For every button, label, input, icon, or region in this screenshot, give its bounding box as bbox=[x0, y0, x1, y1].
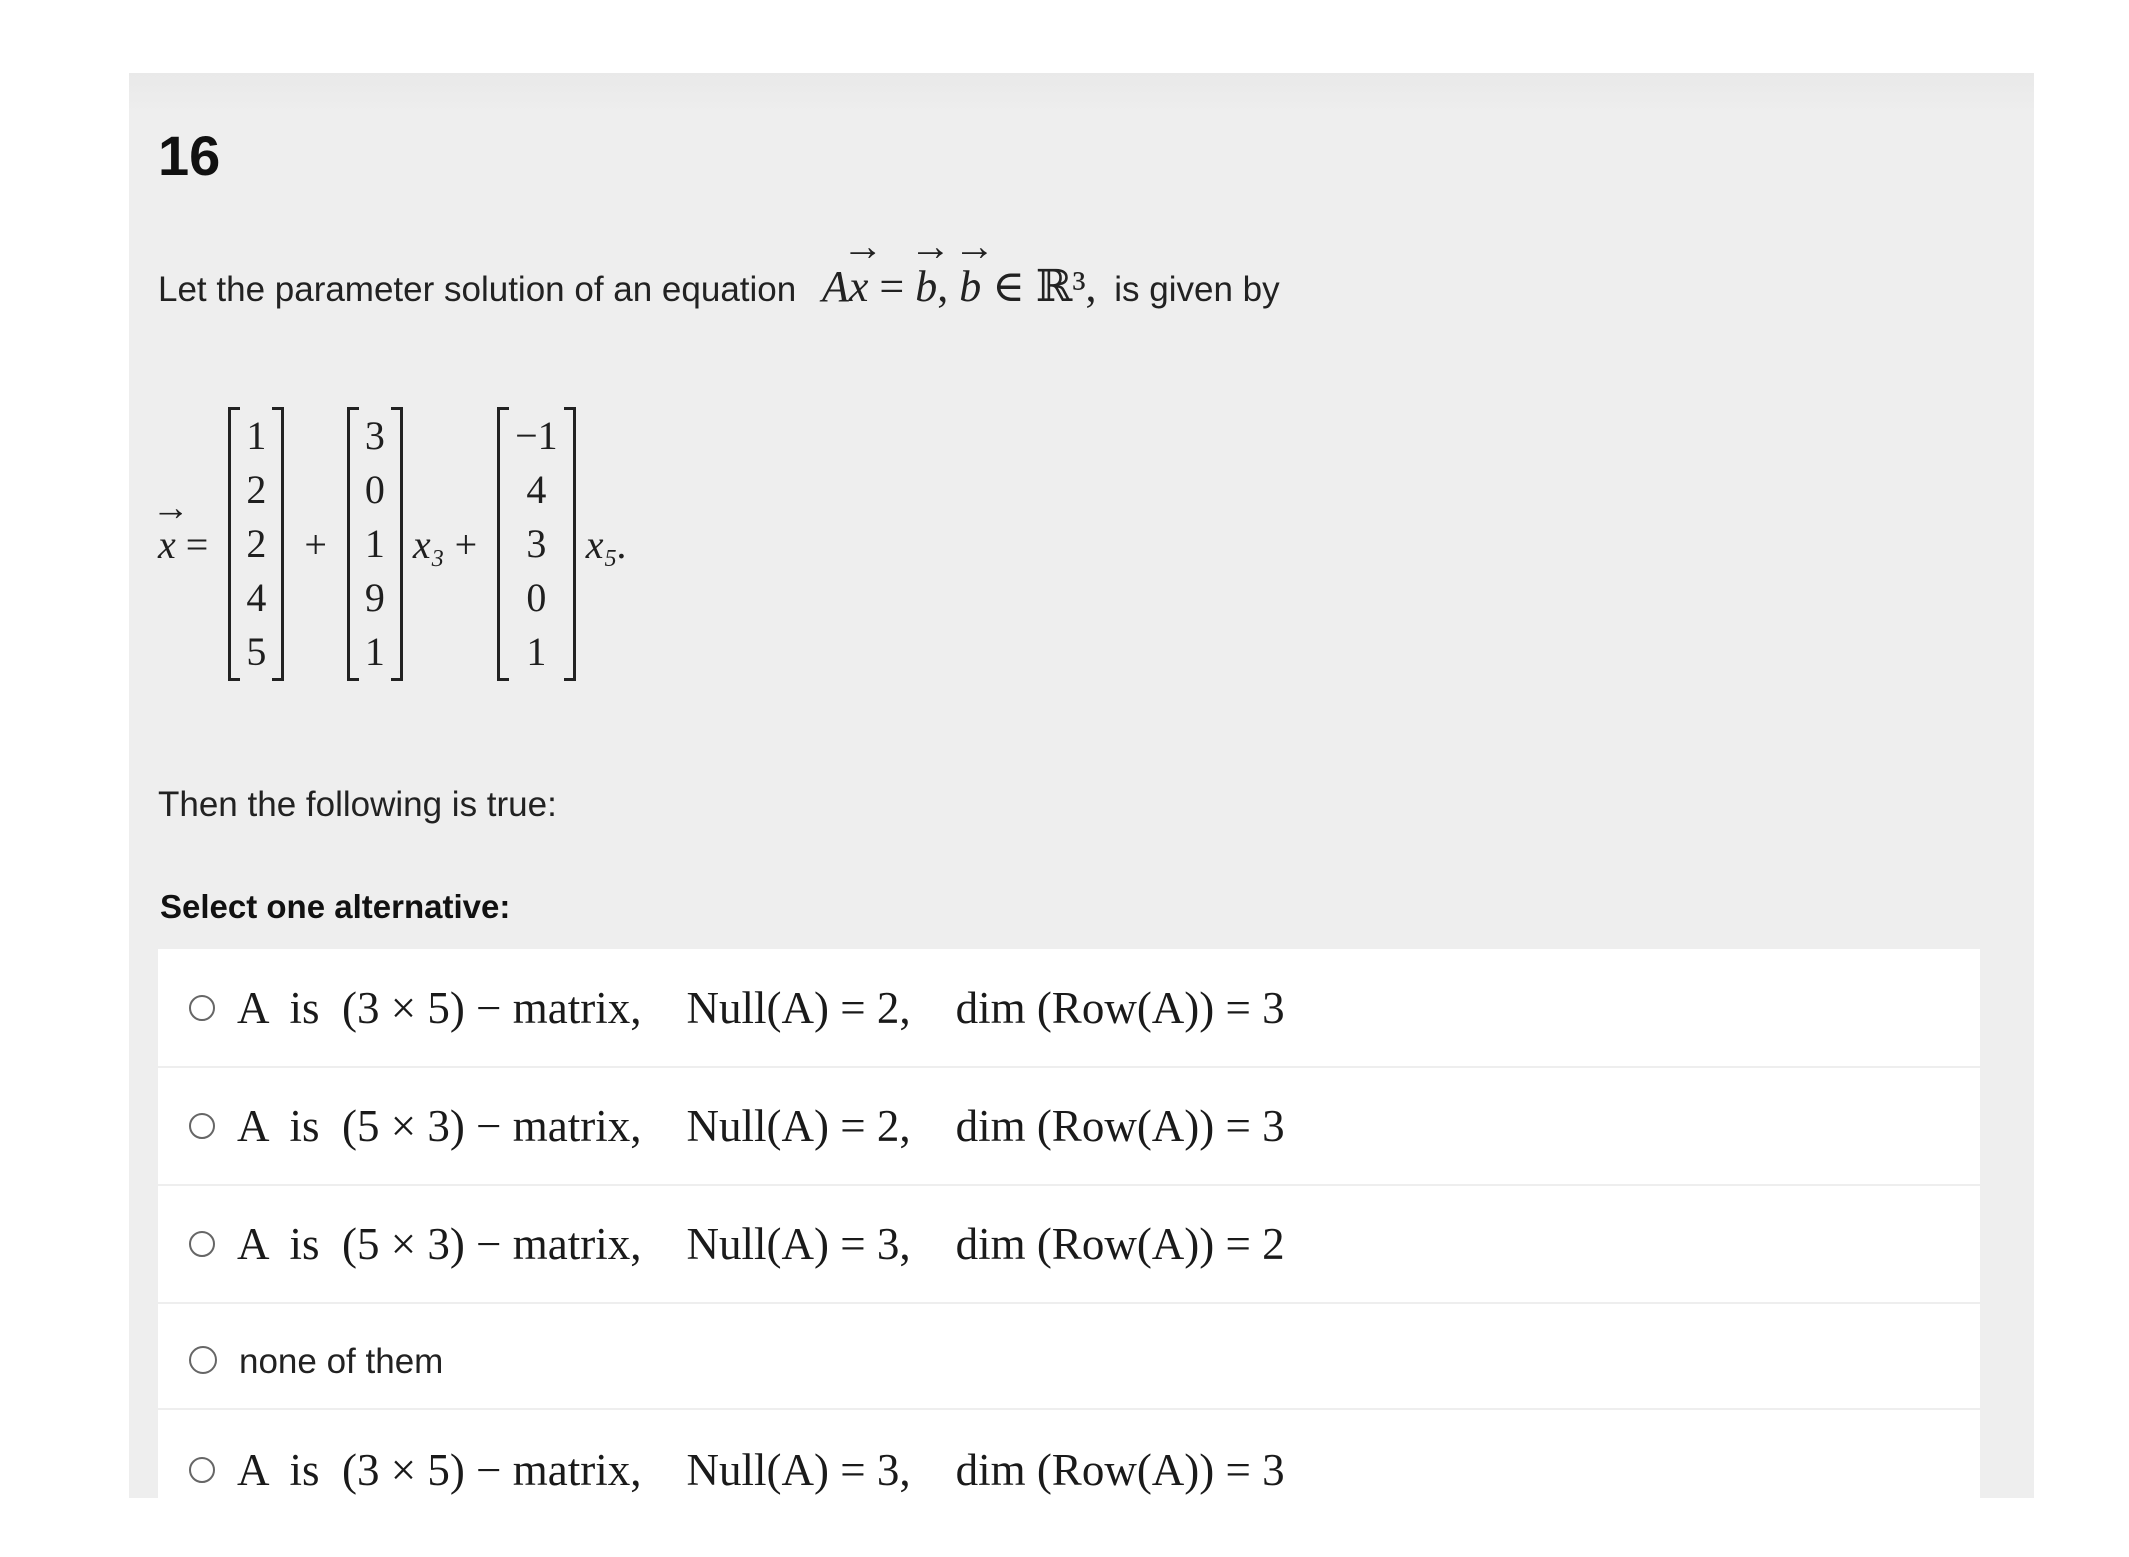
option-label: A is (3 × 5) − matrix, Null(A) = 2, dim (Row(A)) = 3 bbox=[237, 982, 1285, 1033]
options-list bbox=[158, 949, 1980, 1529]
solution-plus: + bbox=[454, 521, 478, 567]
solution-vector-x3 bbox=[347, 409, 403, 679]
option-1[interactable] bbox=[158, 949, 1980, 1068]
option-label: A is (5 × 3) − matrix, Null(A) = 3, dim (Row(A)) = 2 bbox=[237, 1219, 1285, 1269]
equation-vector-x: → x bbox=[849, 261, 869, 312]
solution-param-x3: x₃ bbox=[412, 521, 445, 567]
radio-button[interactable] bbox=[189, 1346, 217, 1374]
matrix-entry: 0 bbox=[526, 575, 547, 620]
matrix-entry: 2 bbox=[246, 467, 267, 512]
radio-button[interactable] bbox=[189, 1457, 215, 1483]
matrix-entry: 1 bbox=[364, 521, 385, 566]
option-4[interactable] bbox=[158, 1304, 1980, 1410]
equation-vector-b: → b bbox=[915, 261, 937, 312]
option-label: A is (5 × 3) − matrix, Null(A) = 2, dim (Row(A)) = 3 bbox=[237, 1101, 1285, 1151]
equation bbox=[822, 262, 1097, 311]
option-5[interactable] bbox=[158, 1410, 1980, 1529]
solution-equals: = bbox=[185, 521, 209, 567]
matrix-entry: 4 bbox=[246, 575, 267, 620]
matrix-entry: 5 bbox=[246, 629, 267, 674]
matrix-entry: 4 bbox=[526, 467, 547, 512]
then-text: Then the following is true: bbox=[158, 785, 557, 824]
matrix-entry: 3 bbox=[526, 521, 547, 566]
matrix-entry: 0 bbox=[364, 467, 385, 512]
equation-vector-b-domain: → b bbox=[959, 261, 981, 312]
matrix-entry: 1 bbox=[526, 629, 547, 674]
matrix-entry: 2 bbox=[246, 521, 267, 566]
equation-domain: ∈ ℝ³, bbox=[981, 262, 1097, 311]
radio-button[interactable] bbox=[189, 1231, 215, 1257]
matrix-entry: −1 bbox=[515, 413, 558, 458]
option-3[interactable] bbox=[158, 1186, 1980, 1304]
question-number: 16 bbox=[158, 124, 221, 187]
solution-vector-x5 bbox=[497, 409, 576, 679]
question-card bbox=[129, 73, 2034, 1498]
radio-button[interactable] bbox=[189, 1113, 215, 1139]
equation-matrix-a: A bbox=[821, 262, 849, 311]
solution-plus: + bbox=[304, 521, 327, 567]
intro-text-before: Let the parameter solution of an equation bbox=[158, 270, 797, 309]
option-2[interactable] bbox=[158, 1068, 1980, 1186]
matrix-entry: 3 bbox=[364, 413, 385, 458]
equation-separator: , bbox=[937, 262, 960, 311]
solution-vector-particular bbox=[228, 409, 284, 679]
question-intro bbox=[158, 261, 1280, 312]
solution-lhs-vector: → x bbox=[158, 521, 176, 568]
radio-button[interactable] bbox=[189, 995, 215, 1021]
solution-param-x5: x₅. bbox=[585, 521, 628, 567]
option-label: A is (3 × 5) − matrix, Null(A) = 3, dim (Row(A)) = 3 bbox=[237, 1444, 1285, 1495]
matrix-entry: 1 bbox=[246, 413, 267, 458]
matrix-entry: 1 bbox=[364, 629, 385, 674]
intro-text-after: is given by bbox=[1114, 270, 1280, 309]
select-prompt: Select one alternative: bbox=[160, 888, 511, 925]
equation-equals: = bbox=[868, 262, 916, 311]
matrix-entry: 9 bbox=[364, 575, 385, 620]
solution-expression bbox=[158, 369, 627, 719]
option-label: none of them bbox=[239, 1342, 444, 1381]
